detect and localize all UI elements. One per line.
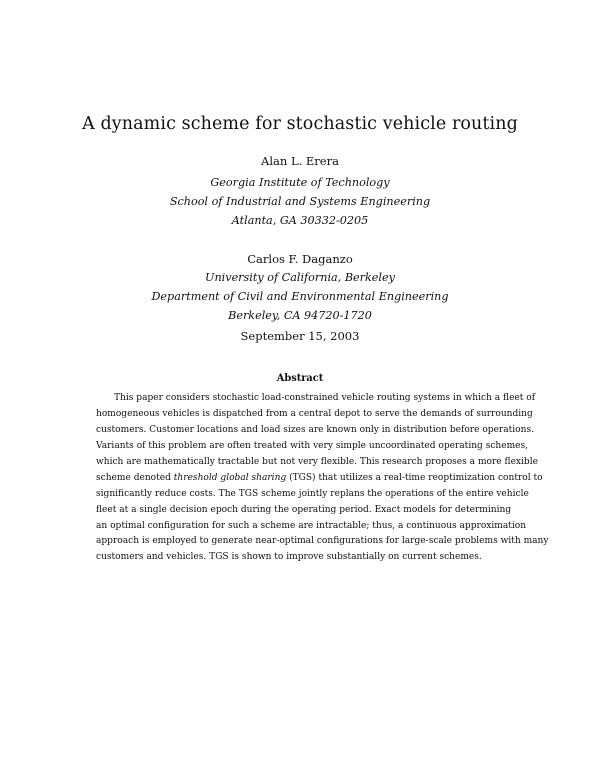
paper-date: September 15, 2003 [240,329,360,343]
abstract-text: scheme denoted [96,472,174,483]
author-affiliation-2 [0,268,600,325]
abstract-heading: Abstract [276,373,324,384]
abstract-line: customers. Customer locations and load sizes are known only in distribution before operations. [96,424,534,435]
abstract-line: fleet at a single decision epoch during the operating period. Exact models for determining [96,504,512,515]
author-name-2: Carlos F. Daganzo [247,252,353,266]
abstract-text: (TGS) that utilizes a real-time reoptimization control to [286,472,543,483]
author-affiliation-1 [0,173,600,230]
abstract-line: Variants of this problem are often treated with very simple uncoordinated operating schemes, [96,440,529,451]
affiliation-line: University of California, Berkeley [205,271,395,284]
abstract-body [96,391,549,566]
affiliation-line: Georgia Institute of Technology [210,176,390,189]
affiliation-line: Berkeley, CA 94720-1720 [228,309,372,322]
abstract-line: This paper considers stochastic load-constrained vehicle routing systems in which a fleet of [114,393,536,403]
paper-title: A dynamic scheme for stochastic vehicle routing [82,114,518,134]
abstract-line: an optimal configuration for such a scheme are intractable; thus, a continuous approximation [96,520,527,531]
affiliation-line: Department of Civil and Environmental Engineering [151,290,449,303]
affiliation-line: Atlanta, GA 30332-0205 [231,214,369,227]
abstract-emphasis: threshold global sharing [173,472,287,483]
abstract-line [96,471,543,487]
abstract-line: significantly reduce costs. The TGS scheme jointly replans the operations of the entire vehicle [96,488,529,499]
author-name-1: Alan L. Erera [261,154,339,168]
affiliation-line: School of Industrial and Systems Engineering [169,195,431,208]
abstract-line: which are mathematically tractable but not very flexible. This research proposes a more flexible [96,456,538,467]
abstract-line: homogeneous vehicles is dispatched from a central depot to serve the demands of surrounding [96,408,533,419]
abstract-line: customers and vehicles. TGS is shown to improve substantially on current schemes. [96,552,482,563]
abstract-line: approach is employed to generate near-optimal configurations for large-scale problems with many [96,536,549,547]
